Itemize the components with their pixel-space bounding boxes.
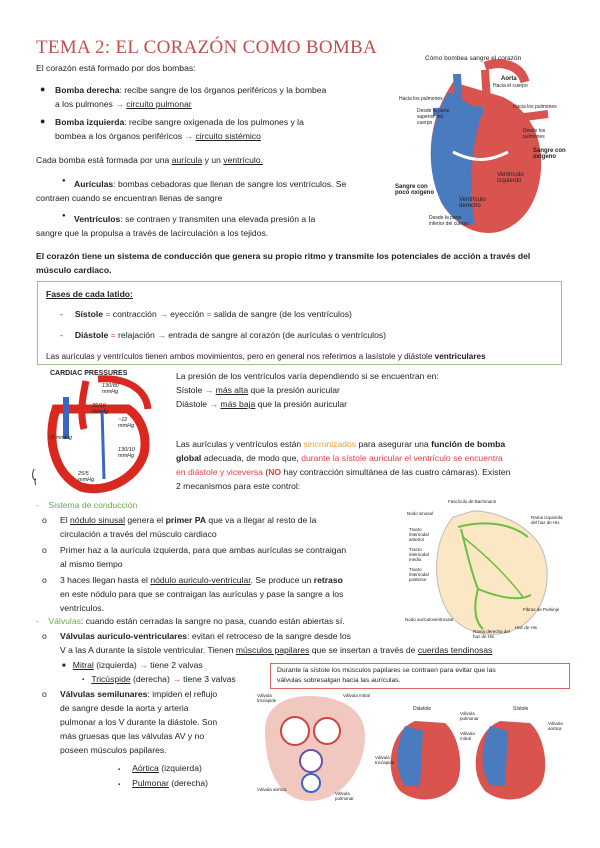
diastole-label: Diástole: [74, 330, 109, 340]
fig-cond-l10: Haz de His: [515, 625, 538, 630]
sistema-i1c: genera el: [124, 515, 166, 525]
sincro-l3d: hay contracción simultánea de las cuatro cámaras). Existen: [281, 467, 511, 477]
fig-heart-title: Cómo bombea sangre el corazón: [425, 55, 522, 62]
sincro-l2b: adecuada, de modo que,: [201, 453, 302, 463]
fig-valves-vt: Válvula tricúspide: [375, 755, 395, 765]
mitral-end: tiene 2 valvas: [147, 660, 203, 670]
bomba-izquierda-text1: : recibe sangre oxigenada de los pulmones y la: [124, 117, 304, 127]
sincro-l1a: Las aurículas y ventrículos están: [176, 439, 304, 449]
bomba-derecha-text2: a los pulmones: [55, 99, 113, 109]
sistema-i2a: Primer haz a la aurícula izquierda, para que ambas aurículas se contraigan: [60, 545, 347, 555]
bullet-icon: ●: [62, 213, 66, 219]
valvulas-sem-l5: poseen músculos papilares.: [60, 745, 167, 755]
fig-pressure-p1: 130/80 mmHg: [102, 383, 119, 395]
presion-dia-b: más baja: [220, 399, 256, 409]
sistole-b: eyección: [167, 309, 207, 319]
sistema-i1b: nódulo sinusal: [70, 515, 125, 525]
valvulas-av-l2b: músculos papilares: [235, 645, 310, 655]
ventriculo-text: ventrículo.: [223, 155, 263, 165]
fig-heart-hacia-cuerpo: Hacia el cuerpo: [493, 83, 528, 89]
presion-block: [176, 369, 439, 411]
sistole-a: contracción: [112, 309, 160, 319]
sincro-l1d: función de bomba: [431, 439, 506, 449]
valvulas-heading-row: - Válvulas: cuando están cerradas la sangre no pasa, cuando están abiertas sí.: [36, 616, 345, 626]
bomba-derecha-text1: : recibe sangre de los órganos periféricos y la bombea: [119, 85, 327, 95]
valves-figure: [255, 691, 570, 806]
fases-footer-a: Las aurículas y ventrículos tienen ambos movimientos, pero en general nos referimos a lasístole y diástole: [46, 352, 435, 361]
valvulas-av-l2a: V a las A durante la sístole ventricular. Tienen: [60, 645, 236, 655]
fig-valves-v3: Válvula aórtica: [257, 787, 287, 792]
sistole-c: salida de sangre (de los ventrículos): [211, 309, 352, 319]
note-line1: Durante la sístole los músculos papilares se contraen para evitar que las: [277, 667, 496, 674]
bullet-icon: ●: [62, 178, 66, 184]
pulmonar-row: ▪ Pulmonar (derecha): [118, 778, 209, 788]
fig-valves-vp: Válvula pulmonar: [460, 711, 479, 721]
valvulas-heading: Válvulas: [48, 616, 81, 626]
page-title: TEMA 2: EL CORAZÓN COMO BOMBA: [36, 37, 378, 58]
conduccion-paragraph: [36, 249, 566, 277]
circle-bullet-icon: o: [42, 575, 47, 585]
mitral-label: Mitral: [72, 660, 94, 670]
valvulas-sem-label: Válvulas semilunares: [60, 689, 148, 699]
bomba-izquierda-item: [55, 115, 375, 143]
cardiac-pressures-figure: [36, 369, 171, 497]
sistema-i3d: retraso: [313, 575, 343, 585]
presion-sist-c: que la presión auricular: [248, 385, 340, 395]
auriculas-label: Aurículas: [74, 179, 114, 189]
intro-text: El corazón está formado por dos bombas:: [36, 63, 196, 73]
pulmonar-rest: (derecha): [168, 778, 209, 788]
ventriculos-text2: sangre que la propulsa a través de lacirculación a los tejidos.: [36, 228, 269, 238]
ventriculos-text1: : se contraen y transmiten una elevada presión a la: [120, 214, 316, 224]
aortica-rest: (izquierda): [158, 763, 202, 773]
circle-bullet-icon: o: [42, 545, 47, 555]
fig-valves-v1: Válvula tricúspide: [257, 693, 277, 703]
fig-heart-hacia-pulmones-1: Hacia los pulmones: [399, 96, 443, 102]
fig-heart-v-izq: Ventrículo izquierdo: [497, 172, 524, 184]
valvulas-av-label: Válvulas auriculo-ventriculares: [60, 631, 188, 641]
ventriculos-item: [36, 212, 366, 240]
fig-heart-sangre-poco: Sangre con poco oxígeno: [395, 184, 434, 196]
circle-bullet-icon: o: [42, 689, 47, 699]
arrow-icon: →: [115, 99, 124, 109]
bomba-derecha-label: Bomba derecha: [55, 85, 120, 95]
fig-valves-vm: Válvula mitral: [460, 731, 475, 741]
cada-bomba-text: [36, 153, 263, 167]
sistema-i1d: primer PA: [165, 515, 207, 525]
presion-dia-c: que la presión auricular: [255, 399, 348, 409]
aortica-label: Aórtica: [132, 763, 159, 773]
sistema-items: [42, 513, 402, 615]
sistole-label: Sístole: [74, 309, 103, 319]
fig-cond-l9: Fibras de Purkinje: [523, 607, 560, 612]
fig-valves-sistole: Sístole: [513, 706, 529, 712]
fig-valves-diastole: Diástole: [413, 706, 432, 712]
sincro-paragraph: [176, 437, 566, 493]
tricuspide-row: ▪ Tricúspide (derecha) → tiene 3 valvas: [82, 674, 236, 684]
fig-heart-sangre-oxigeno: Sangre con oxígeno: [533, 148, 566, 160]
sistema-i1e: que va a llegar al resto de la: [206, 515, 317, 525]
sistole-row: - Sístole = contracción → eyección = salida de sangre (de los ventrículos): [60, 309, 352, 319]
mitral-row: ■ Mitral (izquierda) → tiene 2 valvas: [62, 660, 203, 670]
sistema-item-3: [42, 573, 402, 615]
fig-pressure-p3: ~12 mmHg: [118, 417, 135, 429]
fig-cond-l5: Tracto internodal posterior: [409, 567, 429, 582]
heart-pump-figure: [393, 52, 569, 242]
fig-cond-l4: Tracto internodal medio: [409, 547, 429, 562]
sistema-i3f: ventrículos.: [60, 603, 104, 613]
presion-sist-b: más alta: [215, 385, 249, 395]
sincro-l1b: sincronizados: [303, 439, 357, 449]
valvulas-sem-l2: de sangre desde la aorta y arteria: [60, 703, 189, 713]
fig-heart-v-der: Ventrículo derecho: [459, 197, 486, 209]
presion-sist-a: Sístole: [176, 385, 205, 395]
circle-bullet-icon: o: [42, 631, 47, 641]
heart-pump-illustration: [393, 52, 569, 242]
fig-heart-desde-pulmones: Desde los pulmones: [523, 128, 546, 140]
auriculas-item: [36, 177, 366, 205]
bullet-icon: ●: [40, 84, 46, 94]
sistema-heading-row: - Sistema de conducción: [36, 500, 138, 510]
sincro-l1c: para asegurar una: [356, 439, 432, 449]
conduccion-line1: El corazón tiene un sistema de conducción que genera su propio ritmo y transmite los potenciales de acción a través del: [36, 251, 531, 261]
valvulas-av-l2d: cuerdas tendinosas: [417, 645, 493, 655]
diastole-row: - Diástole = relajación → entrada de sangre al corazón (de aurículas o ventrículos): [60, 330, 387, 340]
bomba-derecha-item: [55, 83, 375, 111]
sincro-l3c: NO: [268, 467, 282, 477]
valvulas-av-text: : evitan el retroceso de la sangre desde los: [187, 631, 351, 641]
bomba-izquierda-text2: bombea a los órganos periféricos: [55, 131, 183, 141]
auricula-text: aurícula: [171, 155, 203, 165]
sistema-heading: Sistema de conducción: [48, 500, 138, 510]
sistema-item-2: [42, 543, 402, 571]
presion-line1: La presión de los ventrículos varía dependiendo si se encuentran en:: [176, 371, 439, 381]
arrow-icon: →: [139, 660, 148, 670]
tricuspide-rest: (derecha): [130, 674, 173, 684]
diastole-b: entrada de sangre al corazón (de aurículas o ventrículos): [165, 330, 387, 340]
cada-bomba-pre: Cada bomba está formada por una: [36, 155, 172, 165]
note-line2: válvulas sobresalgan hacia las aurículas.: [277, 677, 401, 684]
fig-cond-l8: Rama derecha del haz de His: [473, 629, 510, 639]
fases-heading: Fases de cada latido:: [46, 289, 133, 299]
fig-cond-l2: Nodo sinusal: [407, 511, 434, 516]
equals-sign: =: [108, 330, 119, 340]
sistema-i3e: en este nódulo para que se contraigan las aurículas y pase la sangre a los: [60, 589, 344, 599]
sincro-l3b: (: [262, 467, 269, 477]
sistema-i3c: . Se produce un: [250, 575, 314, 585]
equals-sign: =: [103, 309, 113, 319]
fig-pressure-title: CARDIAC PRESSURES: [50, 370, 128, 377]
aortica-row: ▪ Aórtica (izquierda): [118, 763, 202, 773]
circuito-sistemico-text: circuito sistémico: [195, 131, 261, 141]
sincro-l3a: en diástole y viceversa: [176, 467, 263, 477]
sistema-i2b: al mismo tiempo: [60, 559, 123, 569]
valvulas-heading-rest: : cuando están cerradas la sangre no pasa, cuando están abiertas sí.: [80, 616, 345, 626]
sincro-l2c: durante la sístole auricular el ventrículo se encuentra: [301, 453, 503, 463]
fig-pressure-p5: 130/10 mmHg: [118, 447, 135, 459]
fig-cond-l7: Rama izquierda del haz de His: [531, 515, 563, 525]
bomba-izquierda-label: Bomba izquierda: [55, 117, 125, 127]
fig-valves-v2: Válvula mitral: [343, 693, 371, 698]
fig-heart-desde-inf: Desde la parte inferior del cuerpo: [429, 215, 470, 227]
ventriculos-label: Ventrículos: [74, 214, 121, 224]
arrow-icon: →: [209, 399, 219, 409]
fig-pressure-p6: 25/5 mmHg: [78, 471, 95, 483]
sistema-i3b: nódulo auriculo-ventricular: [150, 575, 251, 585]
fig-valves-v4: Válvula pulmonar: [335, 791, 354, 801]
conduction-system-figure: [403, 497, 568, 644]
valvulas-sem-l1: : impiden el reflujo: [147, 689, 218, 699]
sistema-i3a: 3 haces llegan hasta el: [60, 575, 151, 585]
fig-valves-va: Válvula aórtica: [548, 721, 563, 731]
fig-cond-l6: Nodo auriculoventricular: [405, 617, 454, 622]
fig-pressure-p2: 25/10 mmHg: [92, 403, 109, 415]
sistema-item-1: [42, 513, 402, 541]
fig-pressure-p4: ~5 mmHg: [48, 435, 72, 441]
fig-cond-l3: Tracto internodal anterior: [409, 527, 429, 542]
valvulas-av-l2c: que se insertan a través de: [309, 645, 418, 655]
fases-footer: [46, 350, 486, 364]
arrow-icon: →: [184, 131, 194, 141]
fig-heart-desde-sup: Desde la parte superior del cuerpo: [417, 108, 450, 126]
arrow-icon: →: [172, 674, 181, 684]
tricuspide-end: tiene 3 valvas: [180, 674, 236, 684]
valvulas-sem-l3: pulmonar a los V durante la diástole. Son: [60, 717, 218, 727]
cada-bomba-mid: y un: [202, 155, 224, 165]
papilares-note: [270, 663, 570, 689]
diastole-a: relajación: [118, 330, 158, 340]
sistema-i1a: El: [60, 515, 71, 525]
mitral-rest: (izquierda): [93, 660, 140, 670]
sistema-i1f: circulación a través del músculo cardiaco: [60, 529, 217, 539]
sincro-l4: 2 mecanismos para este control:: [176, 481, 301, 491]
fig-cond-l1: Fascículo de Bachmann: [448, 499, 497, 504]
tricuspide-label: Tricúspide: [91, 674, 131, 684]
fig-heart-aorta: Aorta: [501, 76, 517, 82]
circle-bullet-icon: o: [42, 515, 47, 525]
auriculas-text2: contraen cuando se encuentran llenas de sangre: [36, 193, 223, 203]
arrow-icon: →: [157, 330, 166, 340]
valvulas-sem-item: [42, 687, 247, 757]
presion-dia-a: Diástole: [176, 399, 210, 409]
conduccion-line2: músculo cardiaco.: [36, 265, 112, 275]
arrow-icon: →: [204, 385, 214, 395]
pulmonar-label: Pulmonar: [132, 778, 169, 788]
valvulas-sem-l4: más gruesas que las válvulas AV y no: [60, 731, 205, 741]
bullet-icon: ●: [40, 116, 46, 126]
sincro-l2a: global: [176, 453, 202, 463]
fases-footer-b: ventriculares: [434, 352, 486, 361]
circuito-pulmonar-text: circuito pulmonar: [126, 99, 192, 109]
auriculas-text1: : bombas cebadoras que llenan de sangre los ventrículos. Se: [113, 179, 347, 189]
fig-heart-hacia-pulmones-2: Hacia los pulmones: [513, 104, 557, 110]
arrow-icon: →: [159, 309, 168, 319]
